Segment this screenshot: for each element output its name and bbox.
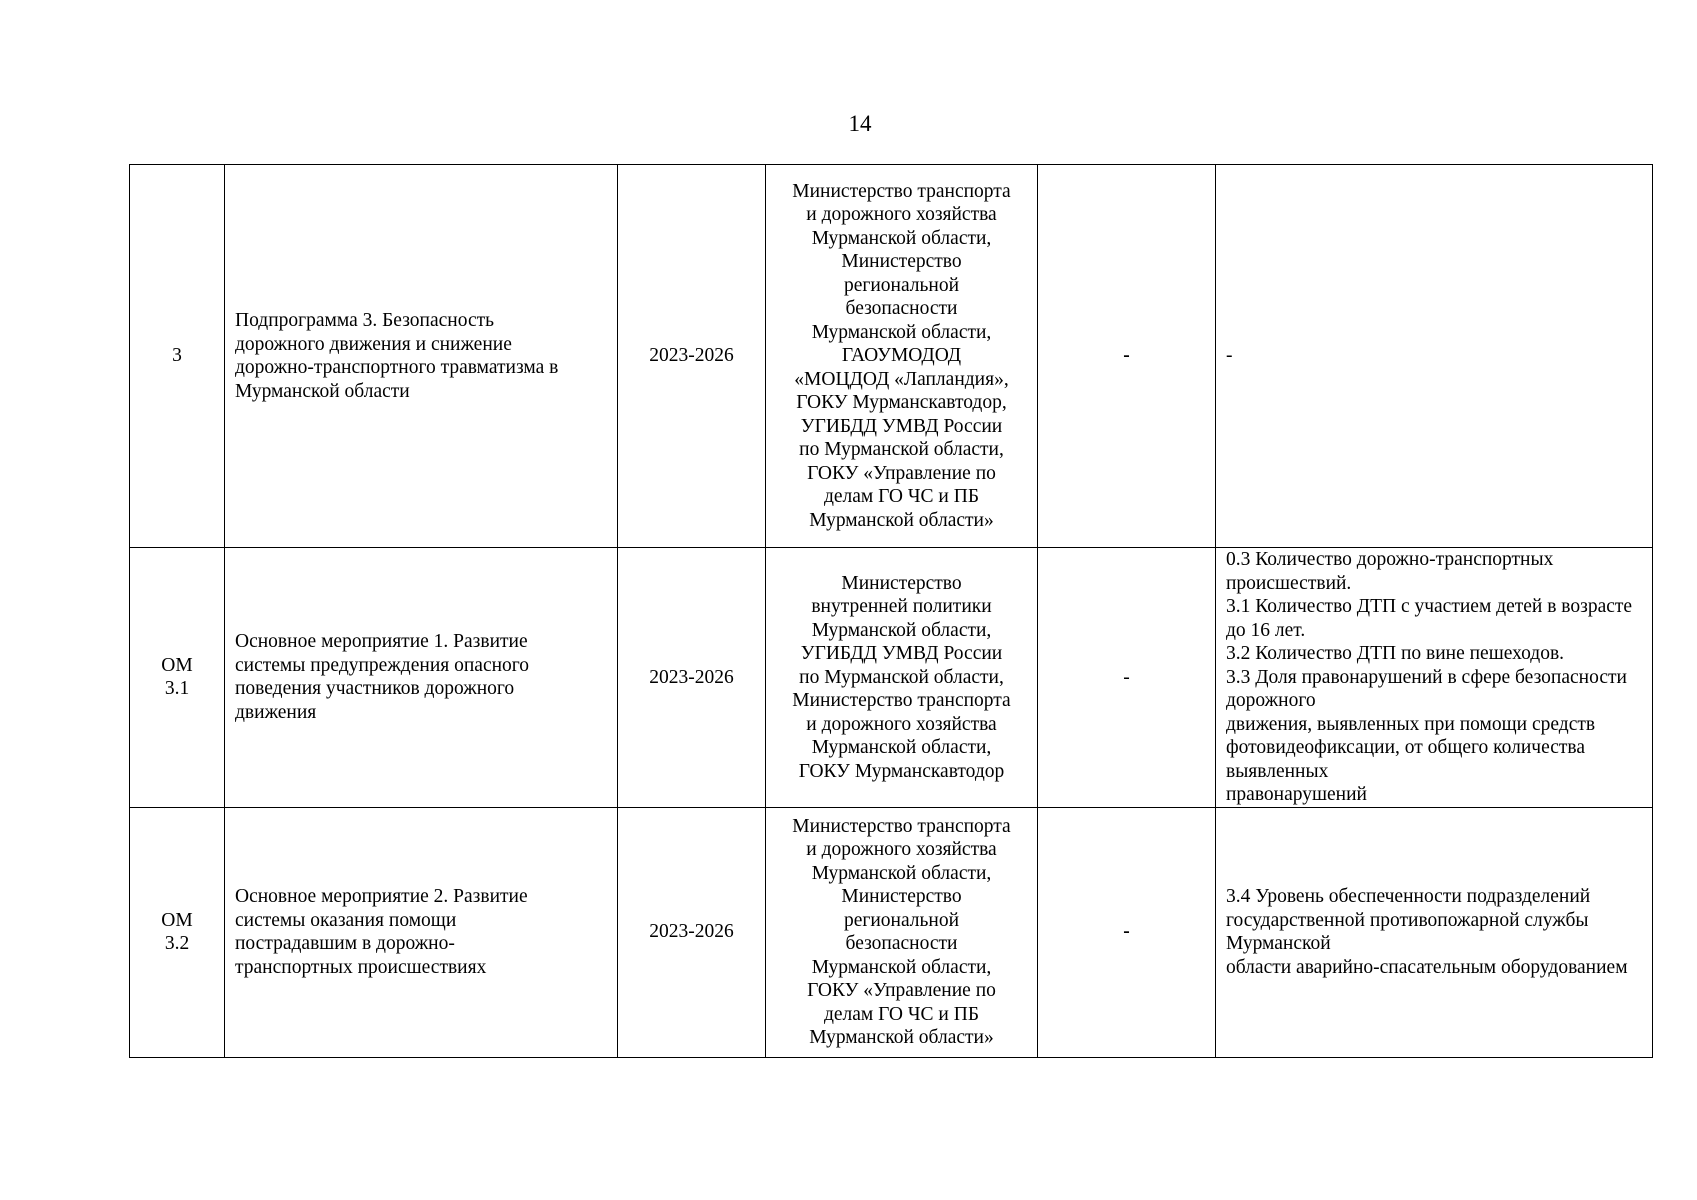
col5-cell: [1038, 548, 1216, 808]
period: 2023-2026: [649, 666, 734, 688]
table-row: [130, 807, 1653, 1057]
activity-name-cell: [225, 807, 618, 1057]
period-cell: [618, 807, 766, 1057]
period: 2023-2026: [649, 345, 734, 367]
executors: Министерство внутренней политики Мурманской области, УГИБДД УМВД России по Мурманской области, Министерство транспорта и дорожного хозяйства Мурманской области, ГОКУ Мурманскавтодор: [792, 572, 1011, 782]
activity-name-cell: [225, 548, 618, 808]
program-table: [129, 164, 1653, 1058]
row-number: ОМ 3.1: [161, 654, 193, 700]
col5-value: -: [1123, 345, 1130, 367]
period: 2023-2026: [649, 921, 734, 943]
col5-value: -: [1123, 666, 1130, 688]
table-row: [130, 165, 1653, 548]
activity-name: Основное мероприятие 1. Развитие системы предупреждения опасного поведения участников дорожного движения: [235, 631, 530, 723]
page-number: 14: [848, 111, 872, 136]
indicators: -: [1226, 345, 1233, 367]
indicators: 0.3 Количество дорожно-транспортных происшествий. 3.1 Количество ДТП с участием детей в возрасте до 16 лет. 3.2 Количество ДТП по вине пешеходов. 3.3 Доля правонарушений в сфере безопасности дорожного движения, выявленных при помощи средств фотовидеофиксации, от общего количества выявленных правонарушений: [1226, 549, 1633, 805]
executors-cell: [766, 165, 1038, 548]
col5-cell: [1038, 165, 1216, 548]
activity-name: Основное мероприятие 2. Развитие системы оказания помощи пострадавшим в дорожно- транспортных происшествиях: [235, 886, 528, 978]
executors-cell: [766, 548, 1038, 808]
executors-cell: [766, 807, 1038, 1057]
table-row: [130, 548, 1653, 808]
row-number: 3: [172, 345, 182, 367]
row-number-cell: [130, 165, 225, 548]
col5-cell: [1038, 807, 1216, 1057]
indicators-cell: [1216, 165, 1653, 548]
executors: Министерство транспорта и дорожного хозяйства Мурманской области, Министерство региональной безопасности Мурманской области, ГАОУМОДОД «МОЦДОД «Лапландия», ГОКУ Мурманскавтодор, УГИБДД УМВД России по Мурманской области, ГОКУ «Управление по делам ГО ЧС и ПБ Мурманской области»: [792, 180, 1011, 531]
indicators-cell: [1216, 807, 1653, 1057]
col5-value: -: [1123, 921, 1130, 943]
row-number-cell: [130, 548, 225, 808]
activity-name-cell: [225, 165, 618, 548]
row-number-cell: [130, 807, 225, 1057]
period-cell: [618, 165, 766, 548]
activity-name: Подпрограмма 3. Безопасность дорожного движения и снижение дорожно-транспортного травматизма в Мурманской области: [235, 310, 559, 402]
indicators-cell: [1216, 548, 1653, 808]
period-cell: [618, 548, 766, 808]
executors: Министерство транспорта и дорожного хозяйства Мурманской области, Министерство региональной безопасности Мурманской области, ГОКУ «Управление по делам ГО ЧС и ПБ Мурманской области»: [792, 815, 1011, 1048]
row-number: ОМ 3.2: [161, 909, 193, 954]
indicators: 3.4 Уровень обеспеченности подразделений государственной противопожарной службы Мурманской области аварийно-спасательным оборудованием: [1226, 886, 1628, 978]
